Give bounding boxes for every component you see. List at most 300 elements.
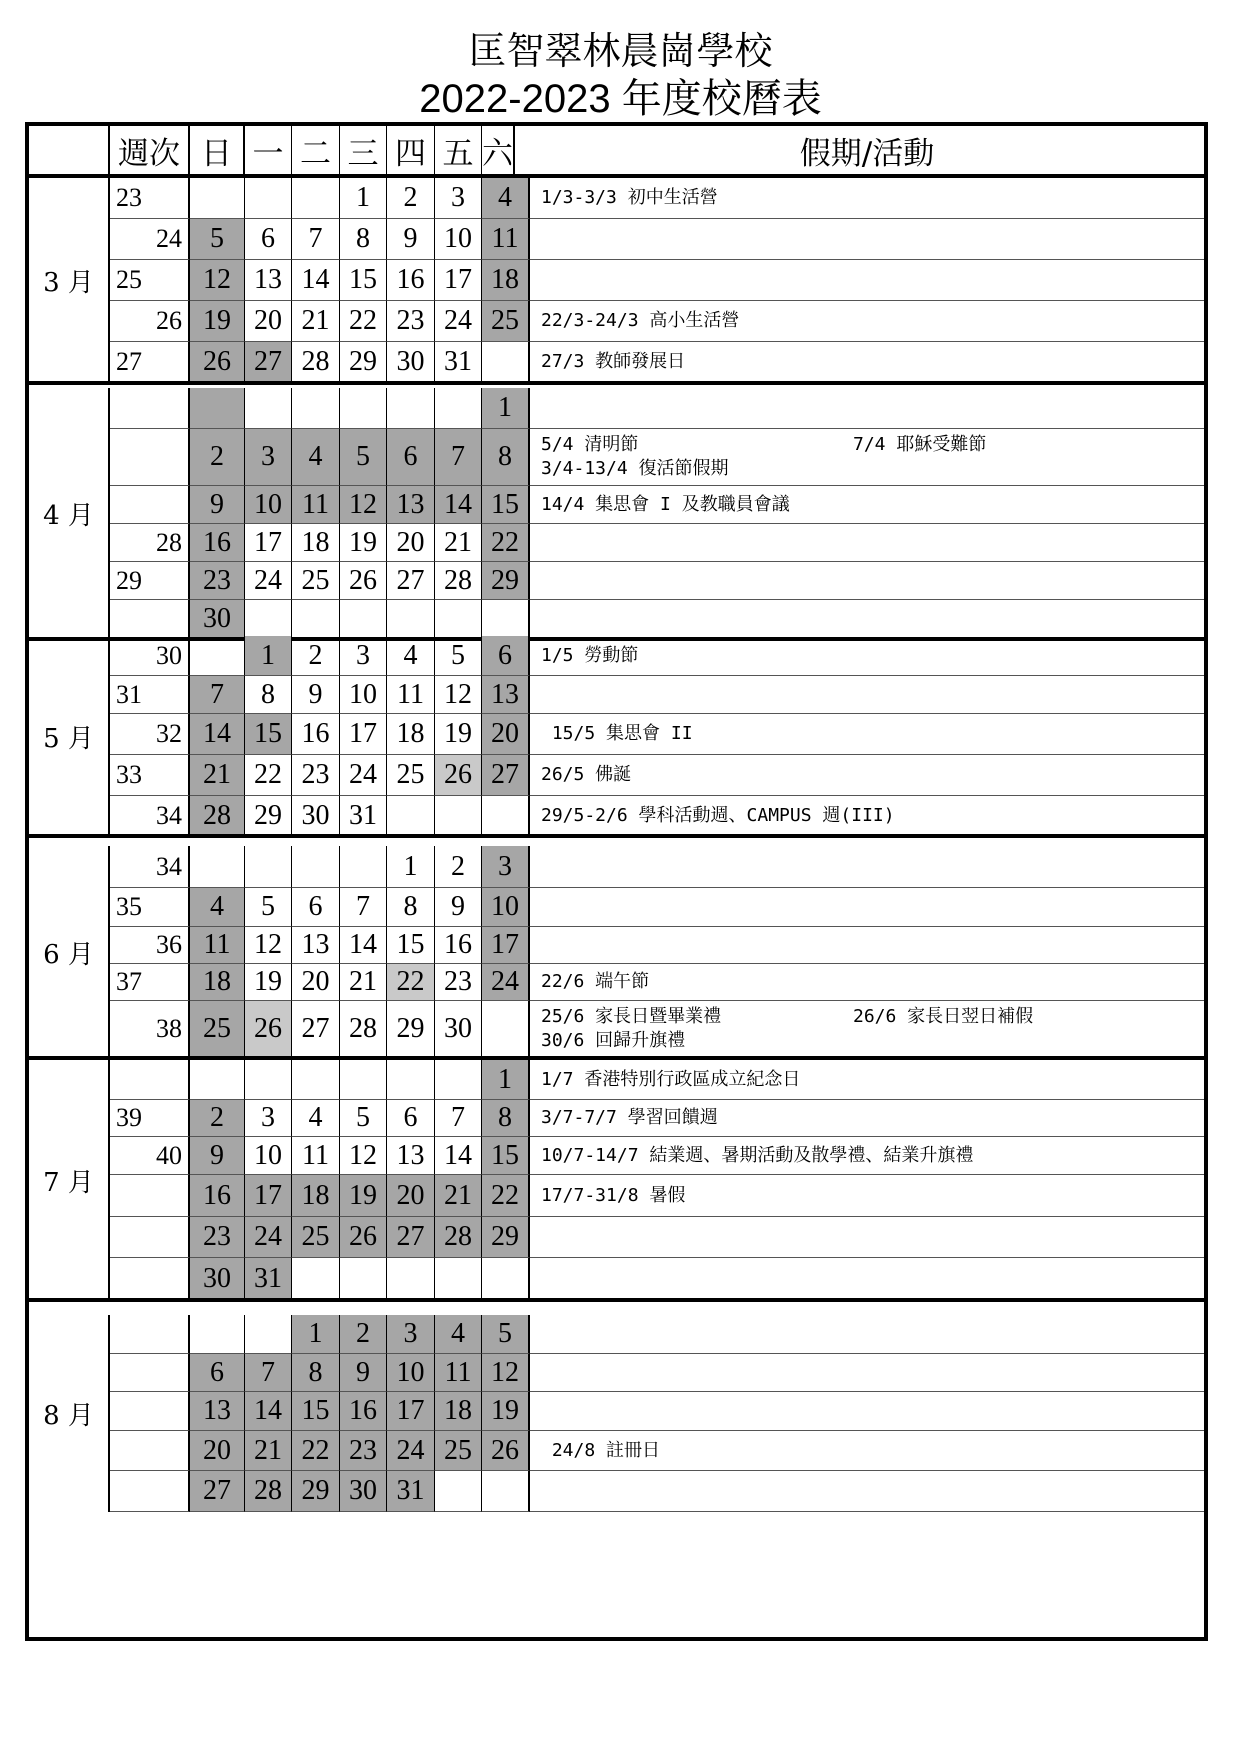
header-corner (29, 126, 110, 174)
date-cell: 2 (190, 1100, 245, 1137)
date-cell: 8 (482, 1100, 530, 1137)
date-cell (292, 1060, 340, 1100)
activity-text: 27/3 教師發展日 (541, 351, 686, 372)
week-number: 32 (110, 714, 190, 755)
date-cell: 5 (245, 888, 292, 927)
date-cell: 3 (482, 846, 530, 888)
date-cell: 3 (387, 1315, 435, 1354)
activity-cell (530, 1431, 1204, 1471)
date-cell: 17 (245, 1175, 292, 1217)
date-cell: 16 (387, 260, 435, 301)
date-cell (292, 388, 340, 429)
month-separator (29, 834, 1204, 838)
week-row (29, 964, 1204, 1001)
date-cell: 18 (482, 260, 530, 301)
date-cell (190, 636, 245, 676)
activity-line (541, 186, 1204, 210)
activity-line (541, 644, 1204, 668)
week-row (29, 1175, 1204, 1217)
date-cell: 18 (435, 1392, 482, 1431)
activity-line (541, 1439, 1204, 1463)
date-cell (387, 796, 435, 836)
date-cell (292, 178, 340, 219)
week-number: 26 (110, 301, 190, 342)
date-cell: 27 (292, 1001, 340, 1058)
activity-cell (530, 636, 1204, 676)
week-number: 34 (110, 846, 190, 888)
week-row (29, 888, 1204, 927)
date-cell: 9 (190, 1137, 245, 1175)
week-number (110, 1175, 190, 1217)
week-number: 33 (110, 755, 190, 796)
week-number (110, 1258, 190, 1300)
date-cell (340, 388, 387, 429)
date-cell: 27 (245, 342, 292, 383)
date-cell: 27 (387, 562, 435, 600)
date-cell: 6 (387, 429, 435, 486)
date-cell: 6 (482, 636, 530, 676)
date-cell: 22 (340, 301, 387, 342)
date-cell: 29 (340, 342, 387, 383)
date-cell: 21 (435, 1175, 482, 1217)
activity-cell (530, 846, 1204, 888)
date-cell: 1 (245, 636, 292, 676)
date-cell: 25 (292, 1217, 340, 1258)
activity-text: 22/6 端午節 (541, 971, 650, 992)
date-cell: 10 (482, 888, 530, 927)
week-number (110, 600, 190, 639)
date-cell: 25 (292, 562, 340, 600)
date-cell (190, 178, 245, 219)
date-cell: 18 (387, 714, 435, 755)
date-cell: 30 (190, 1258, 245, 1300)
date-cell: 19 (245, 964, 292, 1001)
activity-cell (530, 1392, 1204, 1431)
week-row (29, 388, 1204, 429)
activity-cell (530, 1471, 1204, 1512)
week-row (29, 927, 1204, 964)
date-cell: 15 (482, 486, 530, 524)
date-cell: 26 (435, 755, 482, 796)
activity-cell (530, 1060, 1204, 1100)
date-cell: 7 (292, 219, 340, 260)
date-cell: 30 (292, 796, 340, 836)
header-activity: 假期/活動 (799, 135, 935, 172)
activity-cell (530, 1217, 1204, 1258)
date-cell: 10 (245, 1137, 292, 1175)
date-cell: 29 (482, 1217, 530, 1258)
activity-cell (530, 260, 1204, 301)
date-cell: 16 (190, 524, 245, 562)
date-cell (435, 1060, 482, 1100)
date-cell: 11 (482, 219, 530, 260)
week-row (29, 600, 1204, 639)
activity-text: 24/8 註冊日 (541, 1439, 661, 1461)
week-row (29, 1137, 1204, 1175)
date-cell: 30 (190, 600, 245, 639)
header-week: 週次 (110, 126, 190, 174)
month-label: 6 月 (29, 846, 110, 1058)
date-cell: 22 (292, 1431, 340, 1471)
date-cell: 24 (482, 964, 530, 1001)
date-cell: 3 (435, 178, 482, 219)
week-row (29, 1471, 1204, 1512)
date-cell: 31 (340, 796, 387, 836)
activity-cell (530, 755, 1204, 796)
week-number: 24 (110, 219, 190, 260)
date-cell (387, 388, 435, 429)
school-name: 匡智翠林晨崗學校 (468, 29, 773, 73)
date-cell: 6 (190, 1354, 245, 1392)
date-cell: 3 (245, 429, 292, 486)
week-row (29, 260, 1204, 301)
date-cell (190, 1315, 245, 1354)
date-cell: 16 (435, 927, 482, 964)
date-cell: 6 (387, 1100, 435, 1137)
date-cell (482, 1001, 530, 1058)
date-cell: 12 (245, 927, 292, 964)
date-cell: 13 (190, 1392, 245, 1431)
activity-cell (530, 714, 1204, 755)
week-row (29, 1431, 1204, 1471)
date-cell: 9 (435, 888, 482, 927)
date-cell: 28 (435, 562, 482, 600)
date-cell: 20 (292, 964, 340, 1001)
week-number: 29 (110, 562, 190, 600)
date-cell (190, 846, 245, 888)
week-number: 27 (110, 342, 190, 383)
date-cell: 2 (340, 1315, 387, 1354)
date-cell: 26 (340, 562, 387, 600)
month-separator (29, 1298, 1204, 1302)
date-cell: 28 (435, 1217, 482, 1258)
date-cell: 17 (387, 1392, 435, 1431)
date-cell: 23 (387, 301, 435, 342)
date-cell: 25 (435, 1431, 482, 1471)
activity-text: 22/3-24/3 高小生活營 (541, 310, 740, 331)
date-cell (245, 388, 292, 429)
calendar-title: 2022-2023 年度校曆表 (419, 77, 822, 121)
activity-cell (530, 486, 1204, 524)
date-cell: 8 (340, 219, 387, 260)
date-cell (340, 846, 387, 888)
activity-text: 3/7-7/7 學習回饋週 (541, 1107, 718, 1128)
week-number: 25 (110, 260, 190, 301)
activity-text: 30/6 回歸升旗禮 (541, 1030, 686, 1051)
date-cell (482, 1471, 530, 1512)
week-number (110, 1431, 190, 1471)
activity-cell (530, 1315, 1204, 1354)
week-number: 30 (110, 636, 190, 676)
activity-cell (530, 1354, 1204, 1392)
activity-cell (530, 524, 1204, 562)
date-cell: 20 (482, 714, 530, 755)
date-cell: 31 (387, 1471, 435, 1512)
date-cell: 29 (482, 562, 530, 600)
date-cell: 18 (292, 1175, 340, 1217)
activity-cell (530, 429, 1204, 486)
date-cell: 24 (340, 755, 387, 796)
date-cell: 9 (292, 676, 340, 714)
date-cell: 5 (190, 219, 245, 260)
date-cell: 10 (435, 219, 482, 260)
date-cell: 20 (387, 524, 435, 562)
date-cell: 27 (190, 1471, 245, 1512)
week-row (29, 219, 1204, 260)
activity-line (541, 1144, 1204, 1168)
activity-cell (530, 219, 1204, 260)
activity-line (541, 1184, 1204, 1208)
header-day-3: 三 (340, 126, 387, 174)
week-row (29, 1060, 1204, 1100)
date-cell: 19 (190, 301, 245, 342)
week-row (29, 1354, 1204, 1392)
date-cell: 22 (245, 755, 292, 796)
date-cell: 9 (190, 486, 245, 524)
activity-line (541, 1106, 1204, 1130)
activity-cell (530, 342, 1204, 383)
date-cell: 30 (387, 342, 435, 383)
date-cell: 14 (190, 714, 245, 755)
date-cell: 1 (387, 846, 435, 888)
date-cell: 18 (292, 524, 340, 562)
date-cell: 7 (245, 1354, 292, 1392)
activity-cell (530, 388, 1204, 429)
week-row (29, 1217, 1204, 1258)
week-row (29, 1392, 1204, 1431)
activity-line (541, 457, 1204, 481)
week-row (29, 301, 1204, 342)
date-cell: 6 (292, 888, 340, 927)
week-row (29, 1100, 1204, 1137)
activity-text: 10/7-14/7 結業週、暑期活動及散學禮、結業升旗禮 (541, 1144, 974, 1166)
date-cell: 30 (435, 1001, 482, 1058)
date-cell: 31 (435, 342, 482, 383)
activity-text: 14/4 集思會 I 及教職員會議 (541, 493, 790, 515)
date-cell: 16 (190, 1175, 245, 1217)
date-cell (435, 1258, 482, 1300)
activity-cell (530, 676, 1204, 714)
date-cell: 12 (482, 1354, 530, 1392)
date-cell: 20 (190, 1431, 245, 1471)
activity-cell (530, 796, 1204, 836)
date-cell (435, 600, 482, 639)
activity-cell (530, 1258, 1204, 1300)
date-cell: 23 (340, 1431, 387, 1471)
activity-text: 1/7 香港特別行政區成立紀念日 (541, 1068, 801, 1090)
month-label: 5 月 (29, 636, 110, 836)
activity-text: 3/4-13/4 復活節假期 (541, 458, 729, 479)
date-cell: 14 (340, 927, 387, 964)
date-cell (245, 1060, 292, 1100)
activity-cell (530, 1001, 1204, 1058)
week-number: 28 (110, 524, 190, 562)
date-cell (190, 388, 245, 429)
date-cell (245, 846, 292, 888)
activity-text: 1/3-3/3 初中生活營 (541, 187, 718, 208)
header-separator (29, 174, 1204, 178)
activity-cell (530, 1137, 1204, 1175)
activity-text: 25/6 家長日暨畢業禮 (541, 1006, 722, 1027)
date-cell (245, 600, 292, 639)
date-cell (340, 1258, 387, 1300)
month-label: 7 月 (29, 1060, 110, 1300)
activity-text: 17/7-31/8 暑假 (541, 1184, 686, 1206)
month-label: 8 月 (29, 1315, 110, 1512)
date-cell: 22 (387, 964, 435, 1001)
date-cell: 11 (190, 927, 245, 964)
date-cell: 10 (387, 1354, 435, 1392)
date-cell: 21 (245, 1431, 292, 1471)
date-cell: 28 (292, 342, 340, 383)
activity-cell (530, 1175, 1204, 1217)
date-cell (387, 1258, 435, 1300)
week-row (29, 178, 1204, 219)
date-cell (245, 1315, 292, 1354)
activity-line (541, 722, 1204, 746)
activity-text: 26/6 家長日翌日補假 (853, 1006, 1034, 1027)
activity-cell (530, 178, 1204, 219)
header-day-0: 日 (190, 126, 245, 174)
date-cell: 19 (340, 524, 387, 562)
date-cell: 21 (292, 301, 340, 342)
header-day-5: 五 (435, 126, 482, 174)
activity-text: 1/5 勞動節 (541, 644, 639, 666)
date-cell (292, 846, 340, 888)
date-cell: 18 (190, 964, 245, 1001)
date-cell (435, 796, 482, 836)
date-cell: 26 (245, 1001, 292, 1058)
date-cell: 24 (387, 1431, 435, 1471)
date-cell: 12 (435, 676, 482, 714)
date-cell: 11 (435, 1354, 482, 1392)
date-cell: 13 (482, 676, 530, 714)
activity-cell (530, 888, 1204, 927)
date-cell: 14 (435, 1137, 482, 1175)
activity-line (541, 970, 1204, 994)
week-row (29, 429, 1204, 486)
date-cell: 10 (245, 486, 292, 524)
date-cell: 15 (292, 1392, 340, 1431)
date-cell: 29 (387, 1001, 435, 1058)
date-cell: 8 (387, 888, 435, 927)
date-cell: 17 (245, 524, 292, 562)
activity-line (541, 1068, 1204, 1092)
date-cell: 2 (190, 429, 245, 486)
week-row (29, 714, 1204, 755)
activity-text: 7/4 耶穌受難節 (853, 434, 987, 455)
date-cell: 15 (482, 1137, 530, 1175)
date-cell: 10 (340, 676, 387, 714)
date-cell: 29 (245, 796, 292, 836)
date-cell: 24 (435, 301, 482, 342)
date-cell: 19 (482, 1392, 530, 1431)
date-cell: 24 (245, 562, 292, 600)
date-cell: 15 (340, 260, 387, 301)
date-cell: 4 (435, 1315, 482, 1354)
date-cell: 1 (482, 1060, 530, 1100)
date-cell (435, 1471, 482, 1512)
week-row (29, 796, 1204, 836)
date-cell: 2 (292, 636, 340, 676)
date-cell: 26 (482, 1431, 530, 1471)
date-cell: 24 (245, 1217, 292, 1258)
date-cell: 28 (245, 1471, 292, 1512)
week-number (110, 1060, 190, 1100)
month-separator (29, 381, 1204, 385)
activity-line (541, 1005, 1204, 1029)
activity-cell (530, 301, 1204, 342)
week-row (29, 755, 1204, 796)
date-cell: 23 (190, 562, 245, 600)
activity-line (541, 804, 1204, 828)
date-cell: 3 (245, 1100, 292, 1137)
date-cell: 6 (245, 219, 292, 260)
header-day-1: 一 (245, 126, 292, 174)
date-cell: 12 (190, 260, 245, 301)
week-number: 34 (110, 796, 190, 836)
date-cell: 14 (292, 260, 340, 301)
week-number: 39 (110, 1100, 190, 1137)
week-number (110, 1471, 190, 1512)
activity-cell (530, 600, 1204, 639)
week-number: 36 (110, 927, 190, 964)
date-cell: 4 (292, 1100, 340, 1137)
week-number (110, 1315, 190, 1354)
date-cell: 27 (387, 1217, 435, 1258)
week-number: 23 (110, 178, 190, 219)
date-cell: 12 (340, 486, 387, 524)
date-cell (387, 1060, 435, 1100)
date-cell: 7 (340, 888, 387, 927)
date-cell: 25 (190, 1001, 245, 1058)
date-cell: 29 (292, 1471, 340, 1512)
date-cell: 14 (245, 1392, 292, 1431)
date-cell (340, 600, 387, 639)
date-cell: 7 (435, 429, 482, 486)
date-cell: 30 (340, 1471, 387, 1512)
date-cell: 25 (387, 755, 435, 796)
date-cell: 2 (387, 178, 435, 219)
activity-line (541, 309, 1204, 333)
school-calendar-table (25, 122, 1208, 1641)
week-row (29, 524, 1204, 562)
date-cell: 28 (190, 796, 245, 836)
date-cell: 12 (340, 1137, 387, 1175)
activity-text: 29/5-2/6 學科活動週、CAMPUS 週(III) (541, 804, 895, 826)
week-number (110, 1217, 190, 1258)
date-cell: 14 (435, 486, 482, 524)
date-cell: 5 (435, 636, 482, 676)
week-number (110, 388, 190, 429)
date-cell (292, 1258, 340, 1300)
date-cell: 4 (190, 888, 245, 927)
activity-text: 5/4 清明節 (541, 434, 639, 455)
date-cell: 7 (190, 676, 245, 714)
date-cell: 21 (435, 524, 482, 562)
date-cell: 4 (482, 178, 530, 219)
date-cell: 4 (387, 636, 435, 676)
date-cell: 16 (340, 1392, 387, 1431)
date-cell: 3 (340, 636, 387, 676)
activity-text: 26/5 佛誕 (541, 764, 632, 785)
date-cell: 11 (292, 1137, 340, 1175)
date-cell: 28 (340, 1001, 387, 1058)
date-cell: 1 (340, 178, 387, 219)
date-cell: 17 (435, 260, 482, 301)
week-row (29, 636, 1204, 676)
date-cell (482, 1258, 530, 1300)
